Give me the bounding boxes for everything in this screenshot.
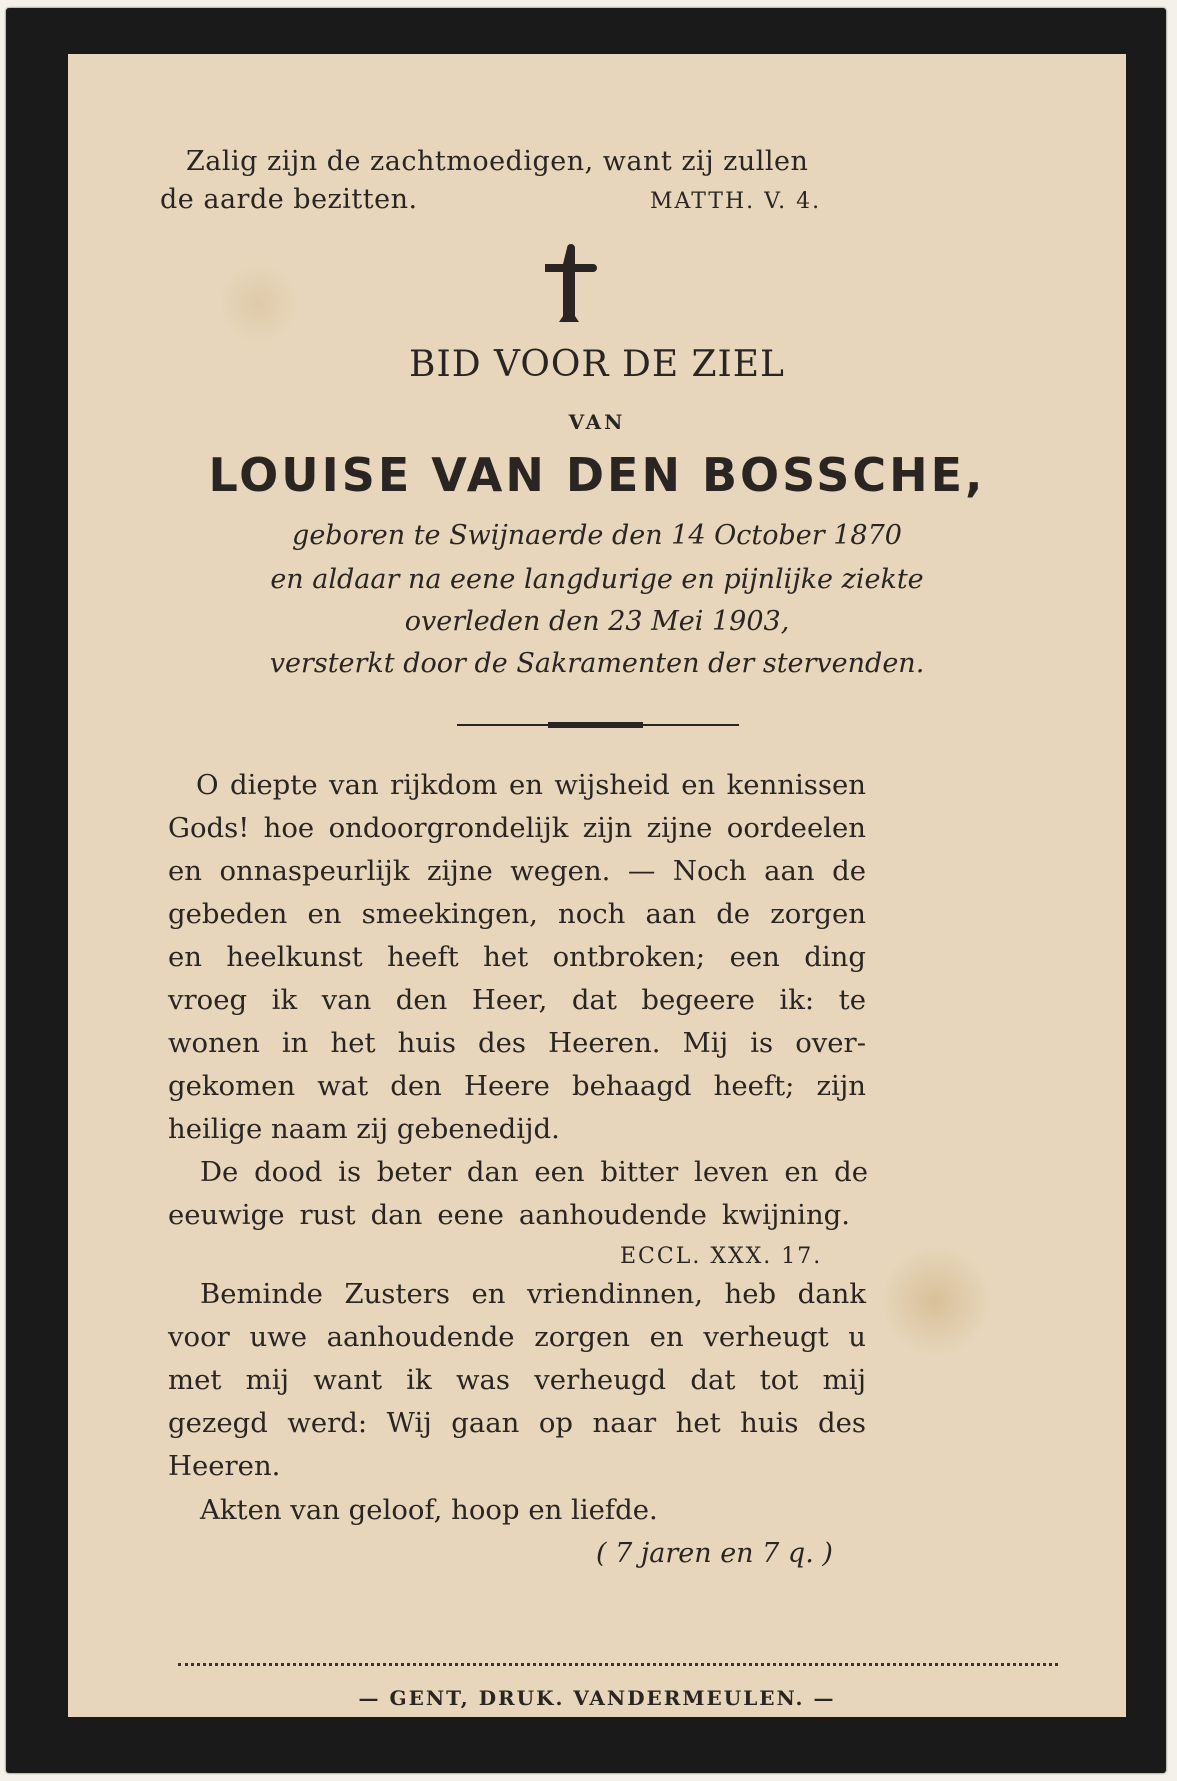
paragraph3-line: voor uwe aanhoudende zorgen en verheugt u (168, 1321, 866, 1353)
paragraph3-line: met mij want ik was verheugd dat tot mij (168, 1364, 866, 1396)
ecclesiastes-reference: ECCL. XXX. 17. (620, 1244, 823, 1269)
paragraph1-line: en onnaspeurlijk zijne wegen. — Noch aan de (168, 855, 866, 887)
paragraph1-line: heilige naam zij gebenedijd. (168, 1113, 560, 1145)
printer-imprint: — GENT, DRUK. VANDERMEULEN. — (358, 1686, 836, 1710)
deceased-name: LOUISE VAN DEN BOSSCHE, (208, 448, 986, 502)
cross-icon (545, 244, 597, 324)
bio-line-4: versterkt door de Sakramenten der stervenden. (269, 648, 925, 679)
bio-line-1: geboren te Swijnaerde den 14 October 1870 (292, 520, 902, 551)
dotted-rule (178, 1663, 1058, 1666)
paragraph3-line: Beminde Zusters en vriendinnen, heb dank (200, 1278, 866, 1310)
acts-of-faith: Akten van geloof, hoop en liefde. (200, 1494, 658, 1526)
divider-ornament (548, 722, 643, 728)
paragraph1-line: gebeden en smeekingen, noch aan de zorgen (168, 898, 866, 930)
paragraph1-line: vroeg ik van den Heer, dat begeere ik: te (168, 984, 866, 1016)
card-paper (68, 54, 1126, 1717)
epigraph-reference: MATTH. V. 4. (650, 189, 822, 214)
heading-van: VAN (568, 410, 626, 434)
bio-line-2: en aldaar na eene langdurige en pijnlijke ziekte (270, 564, 924, 595)
memorial-card (6, 8, 1166, 1773)
indulgence-note: ( 7 jaren en 7 q. ) (596, 1538, 833, 1569)
paragraph1-line: gekomen wat den Heere behaagd heeft; zijn (168, 1070, 866, 1102)
paragraph1-line: Gods! hoe ondoorgrondelijk zijn zijne oordeelen (168, 812, 866, 844)
bio-line-3: overleden den 23 Mei 1903, (404, 606, 790, 637)
paragraph3-line: Heeren. (168, 1450, 281, 1482)
paragraph2-line: De dood is beter dan een bitter leven en de (200, 1156, 868, 1188)
paragraph1-line: O diepte van rijkdom en wijsheid en kennissen (196, 769, 866, 801)
paragraph1-line: wonen in het huis des Heeren. Mij is over- (168, 1027, 866, 1059)
paragraph2-line: eeuwige rust dan eene aanhoudende kwijning. (168, 1199, 850, 1231)
epigraph-line-1: Zalig zijn de zachtmoedigen, want zij zullen (186, 146, 809, 177)
paragraph1-line: en heelkunst heeft het ontbroken; een ding (168, 941, 866, 973)
heading-pray-for-soul: BID VOOR DE ZIEL (409, 344, 785, 385)
paragraph3-line: gezegd werd: Wij gaan op naar het huis des (168, 1407, 866, 1439)
epigraph-line-2: de aarde bezitten. (160, 184, 418, 215)
